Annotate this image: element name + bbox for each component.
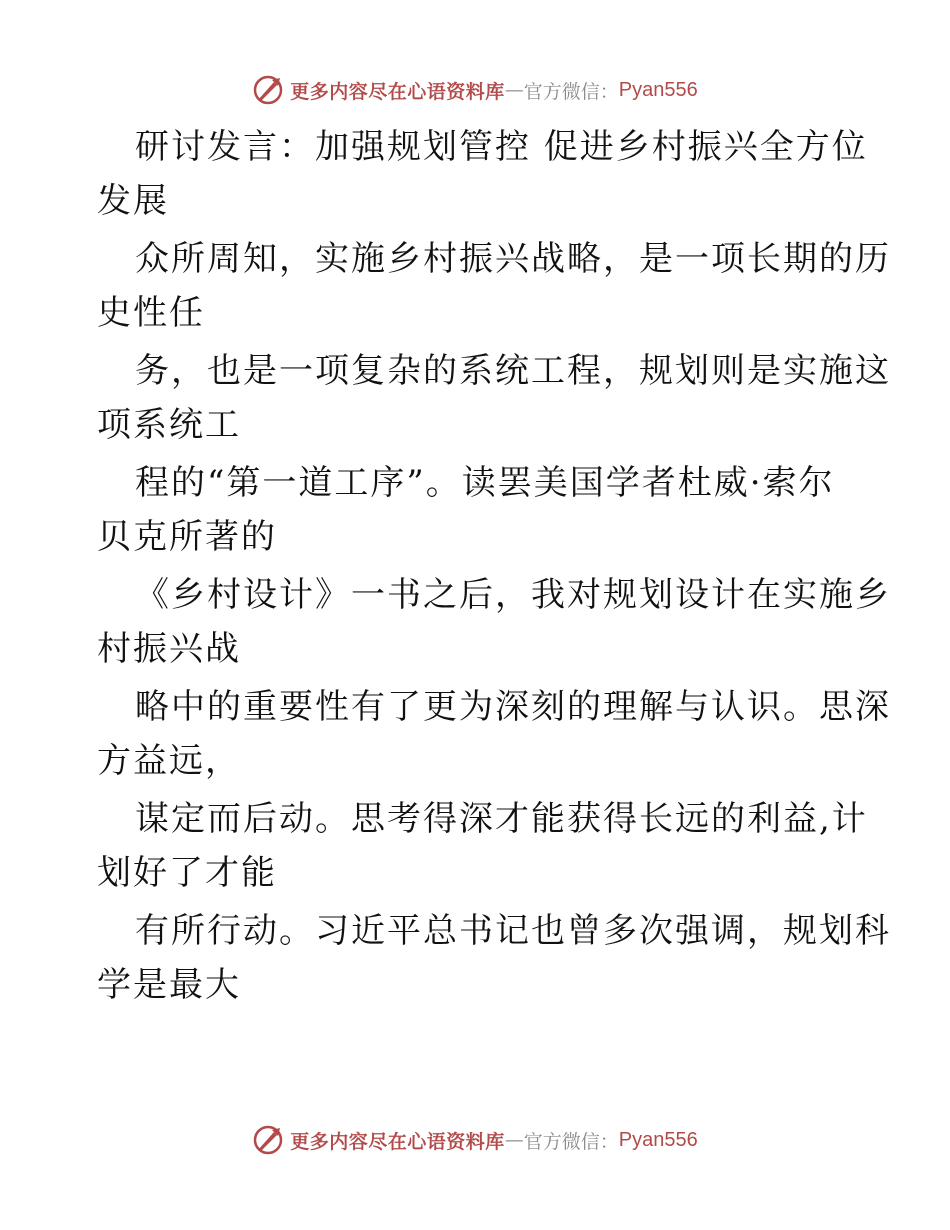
text-line: 众所周知，实施乡村振兴战略，是一项长期的历 bbox=[135, 239, 891, 279]
text-line: 略中的重要性有了更为深刻的理解与认识。思深 bbox=[135, 687, 891, 727]
text-line: 项系统工 bbox=[97, 405, 241, 445]
quill-logo-icon bbox=[252, 1124, 284, 1156]
watermark-wechat-id: Pyan556 bbox=[618, 1128, 698, 1151]
watermark-site-text: 更多内容尽在心语资料库 bbox=[290, 1130, 505, 1153]
watermark-separator: — bbox=[504, 79, 524, 101]
watermark-label: 官方微信： bbox=[523, 1130, 619, 1153]
text-line: 村振兴战 bbox=[97, 629, 241, 669]
footer-watermark bbox=[0, 1120, 950, 1160]
text-line: 发展 bbox=[97, 181, 169, 221]
document-body bbox=[97, 120, 891, 1012]
text-line: 方益远， bbox=[97, 741, 241, 781]
text-line: 有所行动。习近平总书记也曾多次强调，规划科 bbox=[135, 911, 891, 951]
text-line: 史性任 bbox=[97, 293, 205, 333]
header-watermark bbox=[0, 70, 950, 110]
watermark-site-text: 更多内容尽在心语资料库 bbox=[290, 80, 505, 103]
text-line: 务，也是一项复杂的系统工程，规划则是实施这 bbox=[135, 351, 891, 391]
text-line: 贝克所著的 bbox=[97, 517, 277, 557]
text-line: 《乡村设计》一书之后，我对规划设计在实施乡 bbox=[135, 575, 891, 615]
watermark-label: 官方微信： bbox=[523, 80, 619, 103]
text-line: 划好了才能 bbox=[97, 853, 277, 893]
text-line: 程的“第一道工序”。读罢美国学者杜威·索尔 bbox=[135, 463, 835, 503]
watermark-wechat-id: Pyan556 bbox=[618, 78, 698, 101]
quill-logo-icon bbox=[252, 74, 284, 106]
watermark-separator: — bbox=[504, 1129, 524, 1151]
text-line: 谋定而后动。思考得深才能获得长远的利益,计 bbox=[135, 799, 868, 839]
text-line: 研讨发言：加强规划管控 促进乡村振兴全方位 bbox=[135, 127, 868, 167]
text-line: 学是最大 bbox=[97, 965, 241, 1005]
